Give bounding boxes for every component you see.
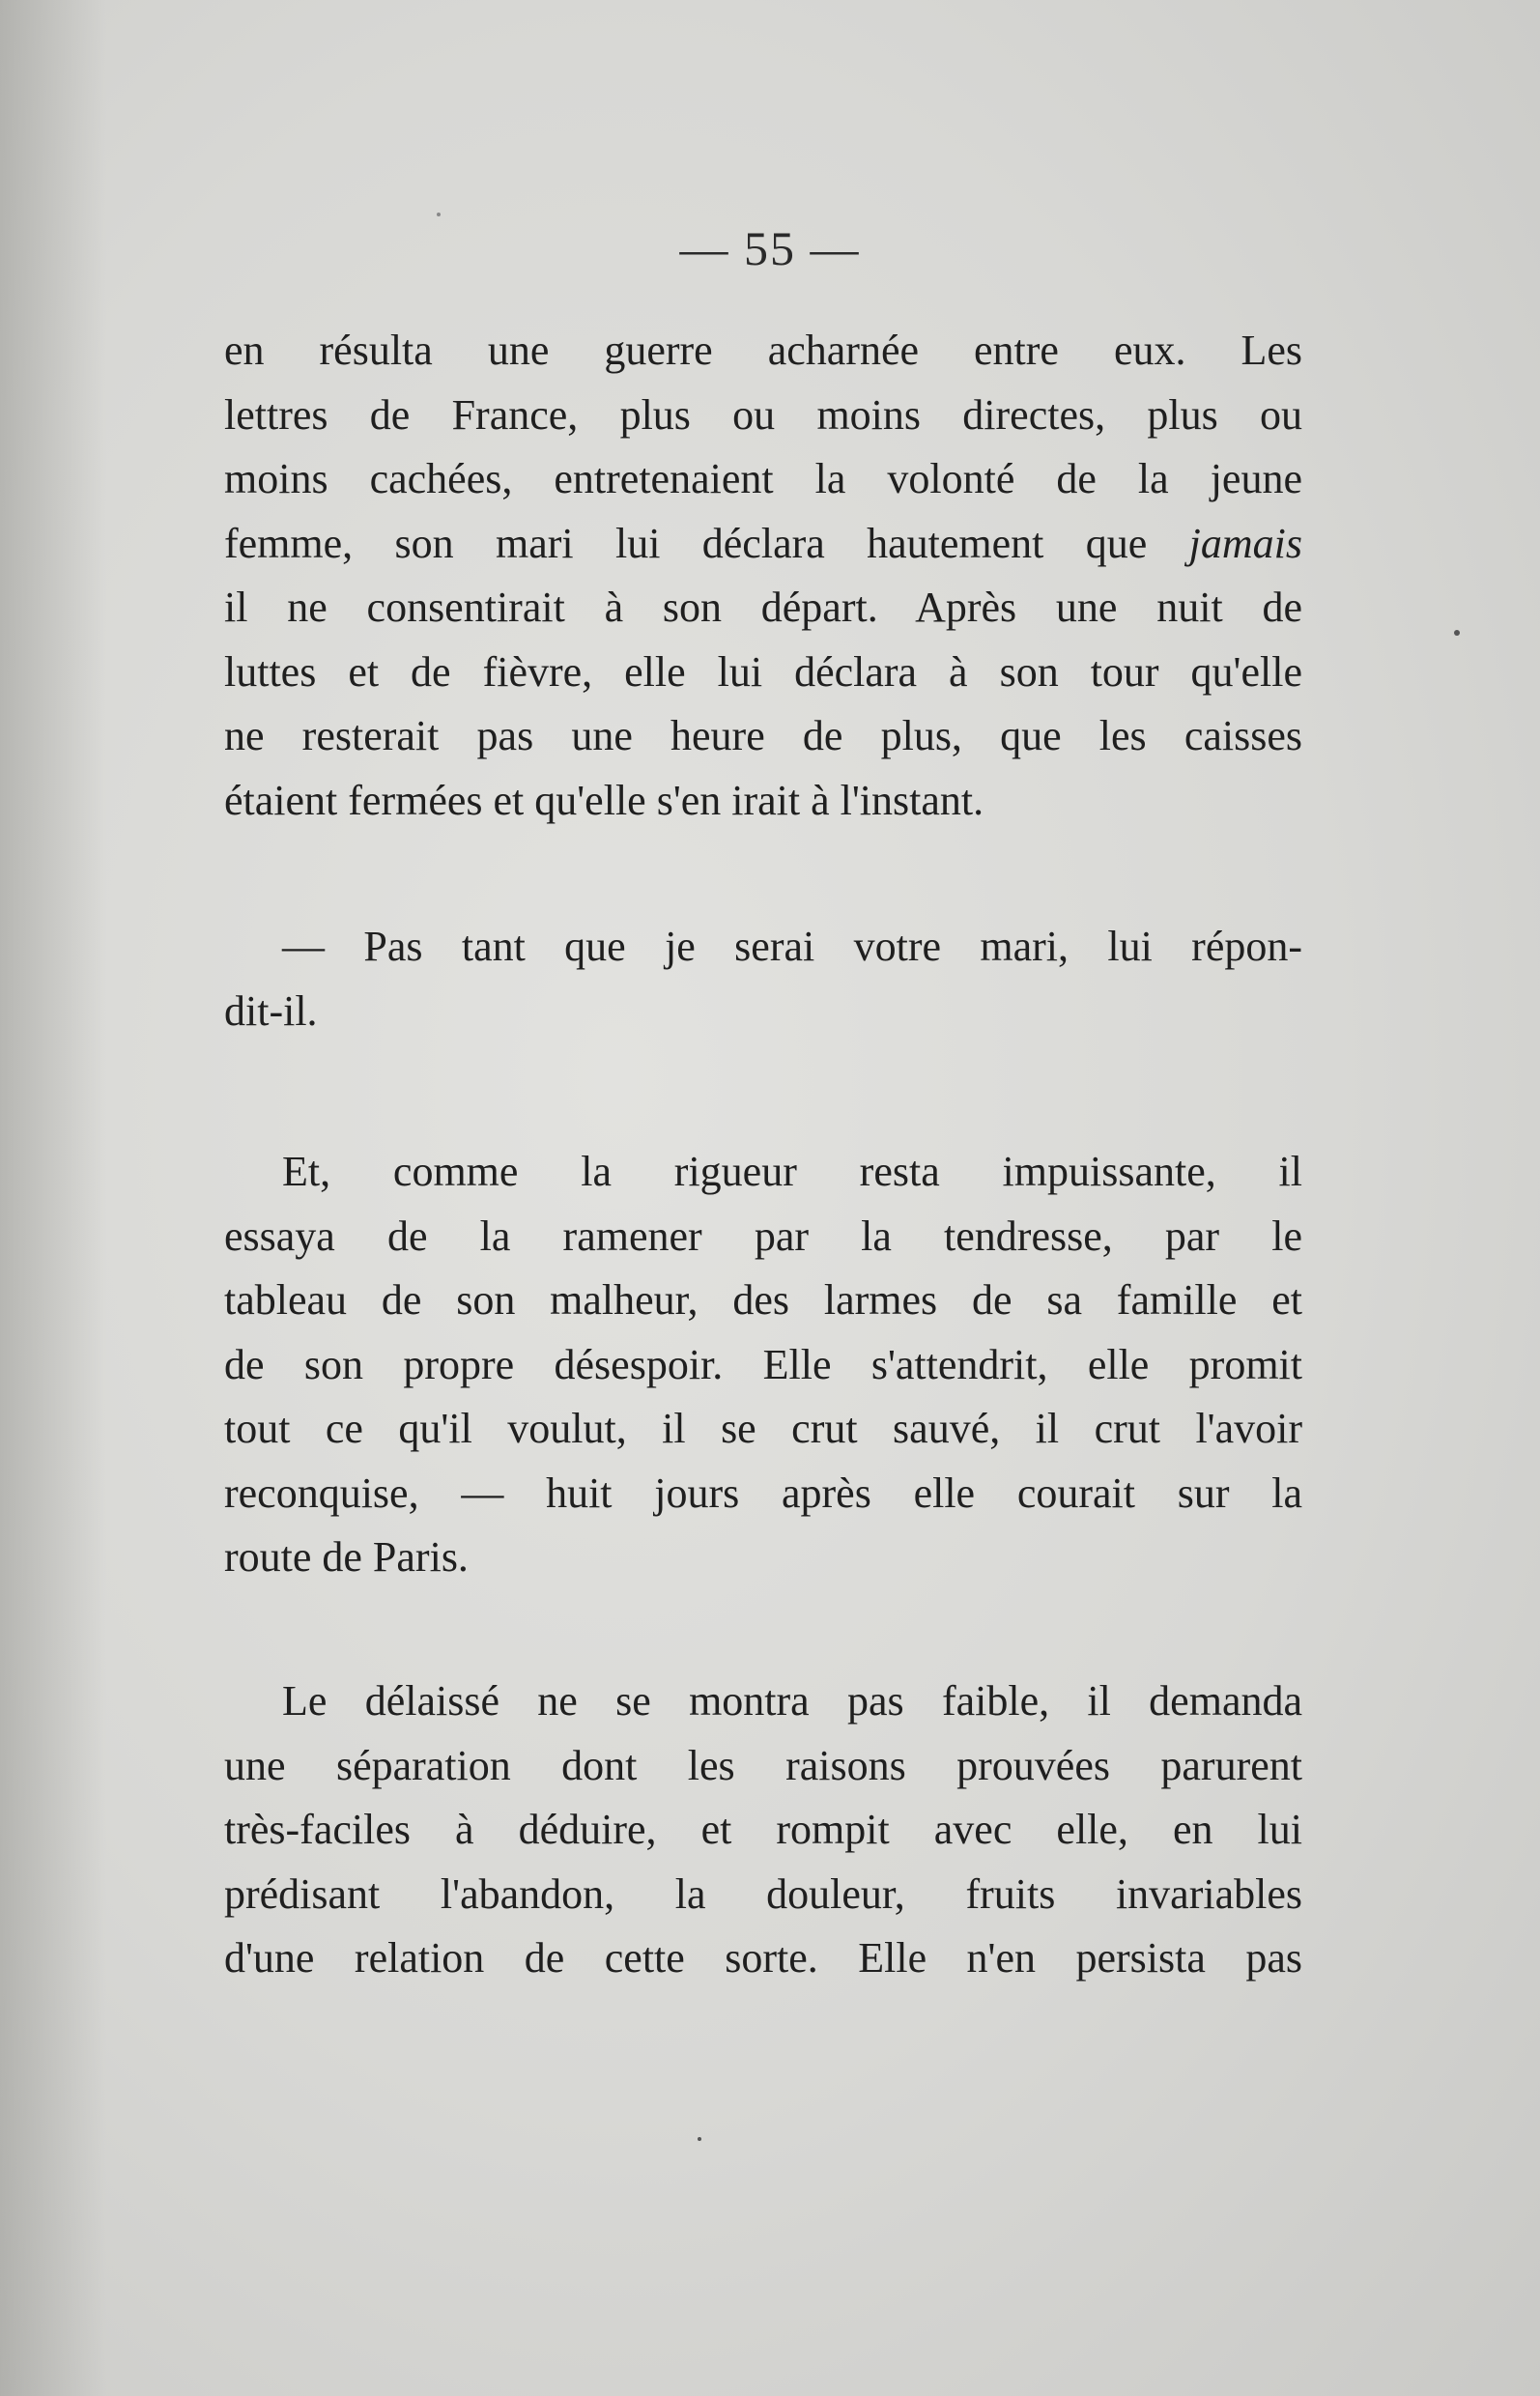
- text-line: en résulta une guerre acharnée entre eux. Les: [224, 327, 1302, 374]
- text-line-part: femme, son mari lui déclara hautement que: [224, 519, 1189, 567]
- paragraph-4: [224, 1669, 1302, 1991]
- page-number: — 55 —: [679, 221, 861, 275]
- text-line: tout ce qu'il voulut, il se crut sauvé, il crut l'avoir: [224, 1405, 1302, 1452]
- text-line: Le délaissé ne se montra pas faible, il demanda: [282, 1677, 1302, 1725]
- page-gutter-shadow: [0, 0, 106, 2396]
- paragraph-3: [224, 1140, 1302, 1590]
- paper-speck: [698, 2137, 701, 2141]
- paper-speck: [437, 213, 441, 216]
- text-line: d'une relation de cette sorte. Elle n'en persista pas: [224, 1934, 1302, 1982]
- text-line: Et, comme la rigueur resta impuissante, il: [282, 1148, 1302, 1195]
- text-line: étaient fermées et qu'elle s'en irait à l'instant.: [224, 776, 984, 824]
- paragraph-1: [224, 319, 1302, 833]
- text-line: dit-il.: [224, 986, 318, 1035]
- text-line: prédisant l'abandon, la douleur, fruits invariables: [224, 1869, 1302, 1918]
- text-line: lettres de France, plus ou moins directes, plus ou: [224, 390, 1302, 439]
- text-line-with-emphasis: [224, 512, 1302, 577]
- paper-speck: [1454, 630, 1460, 636]
- text-line: ne resterait pas une heure de plus, que les caisses: [224, 712, 1302, 759]
- paragraph-2: [224, 915, 1302, 1043]
- text-line: essaya de la ramener par la tendresse, par le: [224, 1212, 1302, 1260]
- text-line: moins cachées, entretenaient la volonté de la jeune: [224, 455, 1302, 502]
- text-line: tableau de son malheur, des larmes de sa famille et: [224, 1276, 1302, 1324]
- text-line: — Pas tant que je serai votre mari, lui répon-: [282, 923, 1302, 970]
- text-line: de son propre désespoir. Elle s'attendrit, elle promit: [224, 1340, 1302, 1388]
- text-line: reconquise, — huit jours après elle courait sur la: [224, 1469, 1302, 1517]
- text-line: route de Paris.: [224, 1533, 469, 1581]
- text-line: très-faciles à déduire, et rompit avec elle, en lui: [224, 1806, 1302, 1853]
- text-line: il ne consentirait à son départ. Après une nuit de: [224, 584, 1302, 631]
- text-line: une séparation dont les raisons prouvées parurent: [224, 1741, 1302, 1789]
- text-line: luttes et de fièvre, elle lui déclara à son tour qu'elle: [224, 647, 1302, 696]
- emphasized-word: jamais: [1188, 519, 1302, 567]
